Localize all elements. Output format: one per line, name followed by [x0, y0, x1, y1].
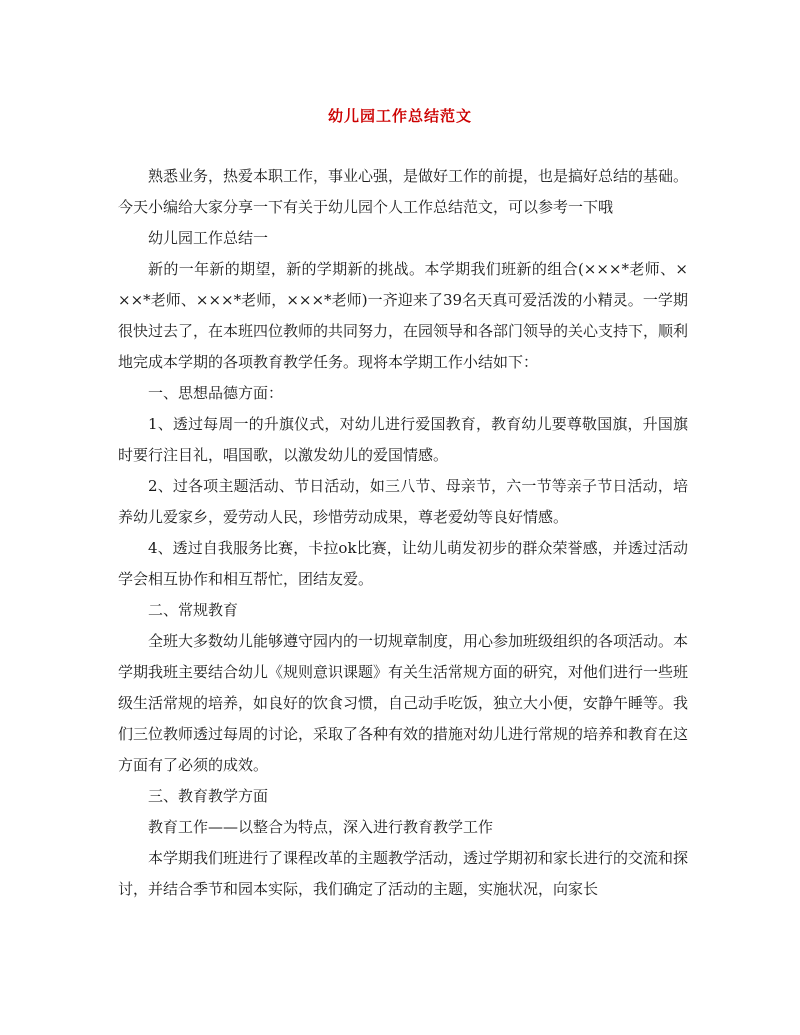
section-heading: 幼儿园工作总结一: [148, 229, 269, 247]
body-paragraph: 本学期我们班进行了课程改革的主题教学活动，透过学期初和家长进行的交流和探讨，并结合季节和园本实际，我们确定了活动的主题，实施状况，向家长: [118, 849, 689, 898]
document-title: 幼儿园工作总结范文: [327, 107, 472, 125]
body-paragraph: 2、过各项主题活动、节日活动，如三八节、母亲节，六一节等亲子节日活动，培养幼儿爱家乡，爱劳动人民，珍惜劳动成果，尊老爱幼等良好情感。: [118, 477, 688, 526]
body-paragraph: 新的一年新的期望，新的学期新的挑战。本学期我们班新的组合(×××*老师、×××*老师、×××*老师，×××*老师)一齐迎来了39名天真可爱活泼的小精灵。一学期很快过去了，在本班四位教师的共同努力，在园领导和各部门领导的关心支持下，顺利地完成本学期的各项教育教学任务。现将本学期工作小结如下：: [118, 260, 689, 371]
section-heading: 一、思想品德方面：: [148, 384, 284, 402]
body-paragraph: 4、透过自我服务比赛，卡拉ok比赛，让幼儿萌发初步的群众荣誉感，并透过活动学会相互协作和相互帮忙，团结友爱。: [118, 539, 688, 588]
body-paragraph: 教育工作——以整合为特点，深入进行教育教学工作: [148, 818, 494, 836]
intro-paragraph: 熟悉业务，热爱本职工作，事业心强，是做好工作的前提，也是搞好总结的基础。今天小编给大家分享一下有关于幼儿园个人工作总结范文，可以参考一下哦: [118, 167, 689, 216]
body-paragraph: 全班大多数幼儿能够遵守园内的一切规章制度，用心参加班级组织的各项活动。本学期我班主要结合幼儿《规则意识课题》有关生活常规方面的研究，对他们进行一些班级生活常规的培养，如良好的饮食习惯，自己动手吃饭，独立大小便，安静午睡等。我们三位教师透过每周的讨论，采取了各种有效的措施对幼儿进行常规的培养和教育在这方面有了必须的成效。: [118, 632, 689, 774]
document-body: [118, 161, 688, 905]
body-paragraph: 1、透过每周一的升旗仪式，对幼儿进行爱国教育，教育幼儿要尊敬国旗，升国旗时要行注目礼，唱国歌，以激发幼儿的爱国情感。: [118, 415, 688, 464]
section-heading: 二、常规教育: [148, 601, 239, 619]
section-heading: 三、教育教学方面: [148, 787, 269, 805]
